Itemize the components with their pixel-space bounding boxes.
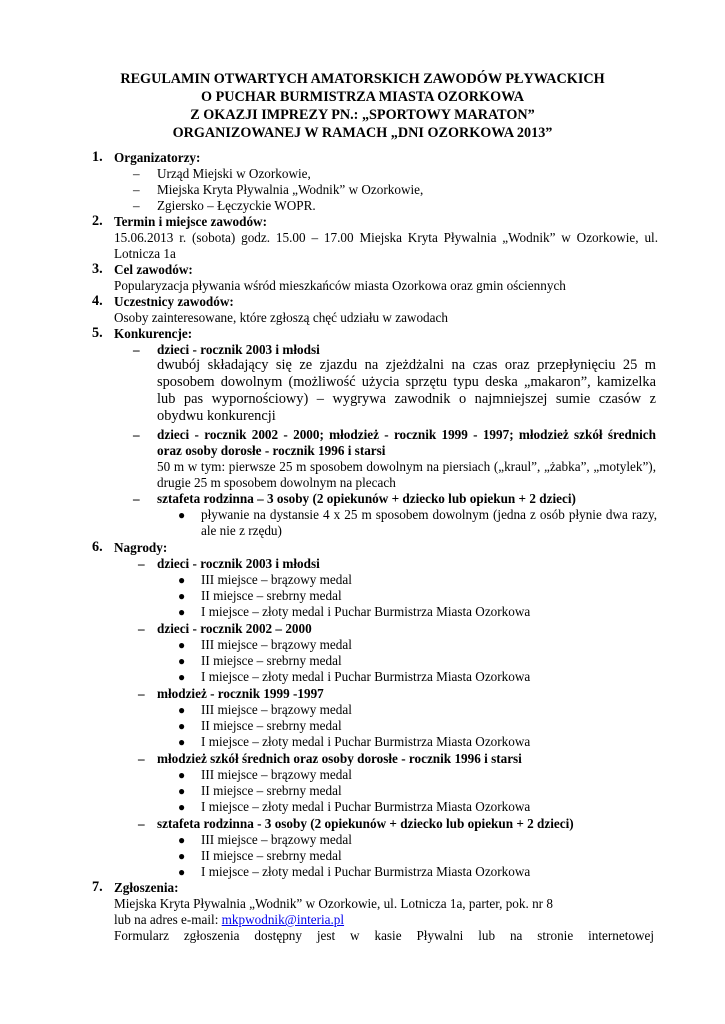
prize-item: I miejsce – złoty medal i Puchar Burmistrza Miasta Ozorkowa: [201, 864, 531, 879]
bullet-icon: ●: [178, 573, 186, 587]
list-dash: –: [138, 556, 145, 571]
section-heading: Zgłoszenia:: [114, 880, 179, 895]
list-dash: –: [138, 686, 145, 701]
competition-title: dzieci - rocznik 2003 i młodsi: [157, 342, 320, 357]
bullet-icon: ●: [178, 508, 186, 522]
competition-text: 50 m w tym: pierwsze 25 m sposobem dowolnym na piersiach („kraul”, „żabka”, „motylek”), drugie 25 m sposobem dowolnym na plecach: [157, 459, 656, 490]
document-title: [60, 70, 665, 142]
prize-item: III miejsce – brązowy medal: [201, 832, 352, 847]
prize-item: I miejsce – złoty medal i Puchar Burmistrza Miasta Ozorkowa: [201, 734, 531, 749]
section-heading: Termin i miejsce zawodów:: [114, 214, 267, 229]
section-number: 6.: [92, 539, 103, 555]
section-text: Formularz zgłoszenia dostępny jest w kasie Pływalni lub na stronie internetowej: [114, 928, 654, 943]
list-item: Zgiersko – Łęczyckie WOPR.: [157, 198, 316, 213]
list-item: Urząd Miejski w Ozorkowie,: [157, 166, 311, 181]
section-heading: Uczestnicy zawodów:: [114, 294, 234, 309]
email-line: [114, 912, 344, 928]
prize-item: I miejsce – złoty medal i Puchar Burmistrza Miasta Ozorkowa: [201, 669, 531, 684]
bullet-icon: ●: [178, 849, 186, 863]
prize-group-title: młodzież szkół średnich oraz osoby dorosłe - rocznik 1996 i starsi: [157, 751, 522, 766]
prize-item: II miejsce – srebrny medal: [201, 783, 342, 798]
section-text: Miejska Kryta Pływalnia „Wodnik” w Ozorkowie, ul. Lotnicza 1a, parter, pok. nr 8: [114, 896, 553, 911]
bullet-icon: ●: [178, 800, 186, 814]
list-dash: –: [133, 427, 140, 442]
prize-item: II miejsce – srebrny medal: [201, 718, 342, 733]
list-dash: –: [133, 166, 140, 181]
bullet-icon: ●: [178, 865, 186, 879]
bullet-icon: ●: [178, 670, 186, 684]
email-link[interactable]: mkpwodnik@interia.pl: [221, 912, 345, 927]
list-dash: –: [133, 198, 140, 213]
bullet-icon: ●: [178, 703, 186, 717]
competition-text: pływanie na dystansie 4 x 25 m sposobem dowolnym (jedna z osób płynie dwa razy, ale nie z rzędu): [201, 507, 657, 538]
section-heading: Cel zawodów:: [114, 262, 193, 277]
section-number: 3.: [92, 261, 103, 277]
competition-title: dzieci - rocznik 2002 - 2000; młodzież - rocznik 1999 - 1997; młodzież szkół średnich oraz osoby dorosłe - rocznik 1996 i starsi: [157, 427, 656, 458]
prize-item: III miejsce – brązowy medal: [201, 702, 352, 717]
prize-item: II miejsce – srebrny medal: [201, 653, 342, 668]
bullet-icon: ●: [178, 638, 186, 652]
title-line: O PUCHAR BURMISTRZA MIASTA OZORKOWA: [201, 89, 524, 105]
section-text: 15.06.2013 r. (sobota) godz. 15.00 – 17.00 Miejska Kryta Pływalnia „Wodnik” w Ozorkowie, ul. Lotnicza 1a: [114, 230, 658, 261]
competition-text: dwubój składający się ze zjazdu na zjeżdżalni na czas oraz przepłynięciu 25 m sposobem dowolnym (możliwość użycia sprzętu typu deska „makaron”, kamizelka lub pas wypornościowy) – wygrywa zawodnik o najmniejszej sumie czasów z obydwu konkurencji: [157, 357, 656, 424]
bullet-icon: ●: [178, 735, 186, 749]
section-text: Popularyzacja pływania wśród mieszkańców miasta Ozorkowa oraz gmin ościennych: [114, 278, 566, 293]
prize-item: III miejsce – brązowy medal: [201, 767, 352, 782]
list-dash: –: [138, 751, 145, 766]
bullet-icon: ●: [178, 833, 186, 847]
prize-item: II miejsce – srebrny medal: [201, 588, 342, 603]
prize-item: III miejsce – brązowy medal: [201, 637, 352, 652]
prize-group-title: dzieci - rocznik 2002 – 2000: [157, 621, 312, 636]
list-item: Miejska Kryta Pływalnia „Wodnik” w Ozorkowie,: [157, 182, 424, 197]
list-dash: –: [133, 182, 140, 197]
title-line: Z OKAZJI IMPREZY PN.: „SPORTOWY MARATON”: [190, 107, 535, 123]
prize-item: III miejsce – brązowy medal: [201, 572, 352, 587]
list-dash: –: [133, 491, 140, 506]
prize-item: I miejsce – złoty medal i Puchar Burmistrza Miasta Ozorkowa: [201, 604, 531, 619]
section-text: Osoby zainteresowane, które zgłoszą chęć udziału w zawodach: [114, 310, 448, 325]
section-number: 5.: [92, 325, 103, 341]
prize-group-title: młodzież - rocznik 1999 -1997: [157, 686, 324, 701]
email-prefix: lub na adres e-mail:: [114, 912, 222, 927]
section-number: 7.: [92, 879, 103, 895]
prize-item: II miejsce – srebrny medal: [201, 848, 342, 863]
prize-group-title: sztafeta rodzinna - 3 osoby (2 opiekunów + dziecko lub opiekun + 2 dzieci): [157, 816, 574, 831]
section-heading: Organizatorzy:: [114, 150, 201, 165]
bullet-icon: ●: [178, 589, 186, 603]
section-heading: Konkurencje:: [114, 326, 193, 341]
bullet-icon: ●: [178, 768, 186, 782]
list-dash: –: [133, 342, 140, 357]
bullet-icon: ●: [178, 654, 186, 668]
section-number: 4.: [92, 293, 103, 309]
bullet-icon: ●: [178, 605, 186, 619]
list-dash: –: [138, 816, 145, 831]
bullet-icon: ●: [178, 719, 186, 733]
section-number: 2.: [92, 213, 103, 229]
title-line: REGULAMIN OTWARTYCH AMATORSKICH ZAWODÓW PŁYWACKICH: [120, 71, 605, 87]
section-heading: Nagrody:: [114, 540, 168, 555]
title-line: ORGANIZOWANEJ W RAMACH „DNI OZORKOWA 2013”: [172, 125, 553, 141]
prize-item: I miejsce – złoty medal i Puchar Burmistrza Miasta Ozorkowa: [201, 799, 531, 814]
prize-group-title: dzieci - rocznik 2003 i młodsi: [157, 556, 320, 571]
bullet-icon: ●: [178, 784, 186, 798]
competition-title: sztafeta rodzinna – 3 osoby (2 opiekunów + dziecko lub opiekun + 2 dzieci): [157, 491, 576, 506]
section-number: 1.: [92, 149, 103, 165]
list-dash: –: [138, 621, 145, 636]
